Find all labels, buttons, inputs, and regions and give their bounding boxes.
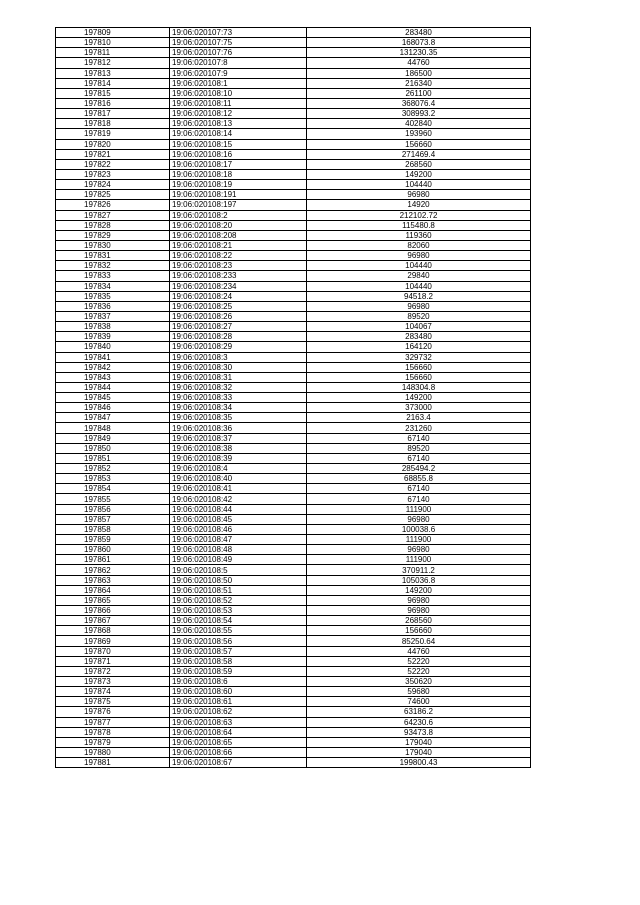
- row-number-cell: 197842: [56, 362, 170, 372]
- cadastral-number-cell: 19:06:020108:11: [170, 98, 307, 108]
- row-number-cell: 197831: [56, 251, 170, 261]
- row-number-cell: 197822: [56, 159, 170, 169]
- cadastral-number-cell: 19:06:020108:31: [170, 372, 307, 382]
- value-cell: 149200: [307, 169, 531, 179]
- table-row: [56, 311, 531, 321]
- cadastral-number-cell: 19:06:020108:25: [170, 301, 307, 311]
- cadastral-number-cell: 19:06:020108:32: [170, 382, 307, 392]
- row-number-cell: 197834: [56, 281, 170, 291]
- value-cell: 212102.72: [307, 210, 531, 220]
- cadastral-number-cell: 19:06:020108:33: [170, 393, 307, 403]
- cadastral-number-cell: 19:06:020108:63: [170, 717, 307, 727]
- row-number-cell: 197815: [56, 88, 170, 98]
- value-cell: 68855.8: [307, 474, 531, 484]
- cadastral-number-cell: 19:06:020108:52: [170, 595, 307, 605]
- row-number-cell: 197849: [56, 433, 170, 443]
- row-number-cell: 197851: [56, 453, 170, 463]
- value-cell: 94518.2: [307, 291, 531, 301]
- table-row: [56, 616, 531, 626]
- table-row: [56, 230, 531, 240]
- value-cell: 111900: [307, 504, 531, 514]
- cadastral-number-cell: 19:06:020108:16: [170, 149, 307, 159]
- cadastral-number-cell: 19:06:020108:23: [170, 261, 307, 271]
- value-cell: 104440: [307, 180, 531, 190]
- row-number-cell: 197820: [56, 139, 170, 149]
- value-cell: 67140: [307, 433, 531, 443]
- table-row: [56, 291, 531, 301]
- table-row: [56, 595, 531, 605]
- table-row: [56, 413, 531, 423]
- table-row: [56, 393, 531, 403]
- row-number-cell: 197836: [56, 301, 170, 311]
- cadastral-number-cell: 19:06:020108:54: [170, 616, 307, 626]
- cadastral-number-cell: 19:06:020108:19: [170, 180, 307, 190]
- table-row: [56, 555, 531, 565]
- value-cell: 402840: [307, 119, 531, 129]
- cadastral-number-cell: 19:06:020108:234: [170, 281, 307, 291]
- row-number-cell: 197844: [56, 382, 170, 392]
- table-row: [56, 403, 531, 413]
- value-cell: 329732: [307, 352, 531, 362]
- value-cell: 89520: [307, 443, 531, 453]
- cadastral-number-cell: 19:06:020108:55: [170, 626, 307, 636]
- value-cell: 85250.64: [307, 636, 531, 646]
- row-number-cell: 197864: [56, 585, 170, 595]
- value-cell: 231260: [307, 423, 531, 433]
- row-number-cell: 197824: [56, 180, 170, 190]
- cadastral-number-cell: 19:06:020108:53: [170, 606, 307, 616]
- value-cell: 100038.6: [307, 524, 531, 534]
- cadastral-number-cell: 19:06:020108:65: [170, 737, 307, 747]
- table-row: [56, 504, 531, 514]
- table-row: [56, 281, 531, 291]
- value-cell: 268560: [307, 616, 531, 626]
- cadastral-number-cell: 19:06:020108:57: [170, 646, 307, 656]
- cadastral-number-cell: 19:06:020108:6: [170, 677, 307, 687]
- row-number-cell: 197848: [56, 423, 170, 433]
- value-cell: 59680: [307, 687, 531, 697]
- table-row: [56, 656, 531, 666]
- row-number-cell: 197826: [56, 200, 170, 210]
- data-table: [55, 27, 531, 768]
- table-row: [56, 159, 531, 169]
- table-row: [56, 372, 531, 382]
- cadastral-number-cell: 19:06:020108:48: [170, 545, 307, 555]
- row-number-cell: 197873: [56, 677, 170, 687]
- value-cell: 96980: [307, 545, 531, 555]
- row-number-cell: 197832: [56, 261, 170, 271]
- row-number-cell: 197813: [56, 68, 170, 78]
- table-row: [56, 88, 531, 98]
- table-row: [56, 636, 531, 646]
- cadastral-number-cell: 19:06:020108:47: [170, 535, 307, 545]
- table-row: [56, 362, 531, 372]
- row-number-cell: 197859: [56, 535, 170, 545]
- cadastral-number-cell: 19:06:020108:197: [170, 200, 307, 210]
- table-row: [56, 646, 531, 656]
- table-row: [56, 433, 531, 443]
- cadastral-number-cell: 19:06:020108:51: [170, 585, 307, 595]
- value-cell: 64230.6: [307, 717, 531, 727]
- cadastral-number-cell: 19:06:020108:56: [170, 636, 307, 646]
- row-number-cell: 197828: [56, 220, 170, 230]
- row-number-cell: 197869: [56, 636, 170, 646]
- cadastral-number-cell: 19:06:020108:26: [170, 311, 307, 321]
- value-cell: 370911.2: [307, 565, 531, 575]
- row-number-cell: 197812: [56, 58, 170, 68]
- value-cell: 283480: [307, 332, 531, 342]
- table-row: [56, 78, 531, 88]
- cadastral-number-cell: 19:06:020108:17: [170, 159, 307, 169]
- row-number-cell: 197837: [56, 311, 170, 321]
- value-cell: 89520: [307, 311, 531, 321]
- table-row: [56, 98, 531, 108]
- value-cell: 111900: [307, 555, 531, 565]
- value-cell: 156660: [307, 139, 531, 149]
- cadastral-number-cell: 19:06:020108:66: [170, 747, 307, 757]
- row-number-cell: 197878: [56, 727, 170, 737]
- cadastral-number-cell: 19:06:020108:191: [170, 190, 307, 200]
- value-cell: 74600: [307, 697, 531, 707]
- table-row: [56, 190, 531, 200]
- value-cell: 156660: [307, 626, 531, 636]
- value-cell: 271469.4: [307, 149, 531, 159]
- value-cell: 350620: [307, 677, 531, 687]
- cadastral-number-cell: 19:06:020108:46: [170, 524, 307, 534]
- cadastral-number-cell: 19:06:020108:36: [170, 423, 307, 433]
- value-cell: 115480.8: [307, 220, 531, 230]
- value-cell: 268560: [307, 159, 531, 169]
- table-row: [56, 240, 531, 250]
- cadastral-number-cell: 19:06:020108:64: [170, 727, 307, 737]
- value-cell: 104440: [307, 281, 531, 291]
- table-row: [56, 697, 531, 707]
- value-cell: 149200: [307, 393, 531, 403]
- table-row: [56, 119, 531, 129]
- cadastral-number-cell: 19:06:020108:15: [170, 139, 307, 149]
- value-cell: 67140: [307, 484, 531, 494]
- cadastral-number-cell: 19:06:020107:76: [170, 48, 307, 58]
- value-cell: 283480: [307, 28, 531, 38]
- row-number-cell: 197810: [56, 38, 170, 48]
- cadastral-number-cell: 19:06:020107:8: [170, 58, 307, 68]
- row-number-cell: 197867: [56, 616, 170, 626]
- cadastral-number-cell: 19:06:020108:40: [170, 474, 307, 484]
- table-row: [56, 464, 531, 474]
- table-row: [56, 585, 531, 595]
- value-cell: 104067: [307, 322, 531, 332]
- table-row: [56, 271, 531, 281]
- row-number-cell: 197866: [56, 606, 170, 616]
- row-number-cell: 197868: [56, 626, 170, 636]
- cadastral-number-cell: 19:06:020108:28: [170, 332, 307, 342]
- table-row: [56, 68, 531, 78]
- table-row: [56, 677, 531, 687]
- table-row: [56, 48, 531, 58]
- row-number-cell: 197839: [56, 332, 170, 342]
- value-cell: 96980: [307, 251, 531, 261]
- table-row: [56, 332, 531, 342]
- cadastral-number-cell: 19:06:020108:208: [170, 230, 307, 240]
- cadastral-number-cell: 19:06:020108:233: [170, 271, 307, 281]
- value-cell: 67140: [307, 453, 531, 463]
- table-row: [56, 524, 531, 534]
- value-cell: 52220: [307, 656, 531, 666]
- cadastral-number-cell: 19:06:020108:37: [170, 433, 307, 443]
- row-number-cell: 197852: [56, 464, 170, 474]
- value-cell: 193960: [307, 129, 531, 139]
- table-row: [56, 443, 531, 453]
- row-number-cell: 197846: [56, 403, 170, 413]
- table-row: [56, 129, 531, 139]
- row-number-cell: 197811: [56, 48, 170, 58]
- row-number-cell: 197872: [56, 666, 170, 676]
- cadastral-number-cell: 19:06:020108:62: [170, 707, 307, 717]
- table-row: [56, 58, 531, 68]
- row-number-cell: 197818: [56, 119, 170, 129]
- cadastral-number-cell: 19:06:020108:21: [170, 240, 307, 250]
- row-number-cell: 197862: [56, 565, 170, 575]
- row-number-cell: 197881: [56, 758, 170, 768]
- cadastral-number-cell: 19:06:020108:38: [170, 443, 307, 453]
- row-number-cell: 197863: [56, 575, 170, 585]
- cadastral-number-cell: 19:06:020107:75: [170, 38, 307, 48]
- cadastral-number-cell: 19:06:020108:3: [170, 352, 307, 362]
- row-number-cell: 197821: [56, 149, 170, 159]
- table-row: [56, 149, 531, 159]
- cadastral-number-cell: 19:06:020108:1: [170, 78, 307, 88]
- value-cell: 96980: [307, 190, 531, 200]
- table-row: [56, 707, 531, 717]
- value-cell: 148304.8: [307, 382, 531, 392]
- value-cell: 156660: [307, 372, 531, 382]
- value-cell: 261100: [307, 88, 531, 98]
- row-number-cell: 197817: [56, 109, 170, 119]
- value-cell: 63186.2: [307, 707, 531, 717]
- table-row: [56, 322, 531, 332]
- cadastral-number-cell: 19:06:020108:27: [170, 322, 307, 332]
- value-cell: 96980: [307, 514, 531, 524]
- table-row: [56, 301, 531, 311]
- table-row: [56, 535, 531, 545]
- cadastral-number-cell: 19:06:020108:30: [170, 362, 307, 372]
- table-row: [56, 251, 531, 261]
- row-number-cell: 197850: [56, 443, 170, 453]
- row-number-cell: 197835: [56, 291, 170, 301]
- row-number-cell: 197841: [56, 352, 170, 362]
- cadastral-number-cell: 19:06:020108:58: [170, 656, 307, 666]
- row-number-cell: 197833: [56, 271, 170, 281]
- value-cell: 105036.8: [307, 575, 531, 585]
- cadastral-number-cell: 19:06:020108:49: [170, 555, 307, 565]
- row-number-cell: 197825: [56, 190, 170, 200]
- table-row: [56, 453, 531, 463]
- table-row: [56, 382, 531, 392]
- cadastral-number-cell: 19:06:020108:20: [170, 220, 307, 230]
- value-cell: 2163.4: [307, 413, 531, 423]
- table-row: [56, 200, 531, 210]
- value-cell: 308993.2: [307, 109, 531, 119]
- row-number-cell: 197814: [56, 78, 170, 88]
- cadastral-number-cell: 19:06:020108:44: [170, 504, 307, 514]
- cadastral-number-cell: 19:06:020108:59: [170, 666, 307, 676]
- table-row: [56, 727, 531, 737]
- table-row: [56, 758, 531, 768]
- value-cell: 179040: [307, 737, 531, 747]
- row-number-cell: 197830: [56, 240, 170, 250]
- value-cell: 131230.35: [307, 48, 531, 58]
- row-number-cell: 197874: [56, 687, 170, 697]
- value-cell: 179040: [307, 747, 531, 757]
- table-row: [56, 38, 531, 48]
- cadastral-number-cell: 19:06:020108:18: [170, 169, 307, 179]
- cadastral-number-cell: 19:06:020108:12: [170, 109, 307, 119]
- table-row: [56, 342, 531, 352]
- row-number-cell: 197875: [56, 697, 170, 707]
- value-cell: 44760: [307, 646, 531, 656]
- row-number-cell: 197853: [56, 474, 170, 484]
- cadastral-number-cell: 19:06:020108:34: [170, 403, 307, 413]
- value-cell: 168073.8: [307, 38, 531, 48]
- value-cell: 96980: [307, 595, 531, 605]
- value-cell: 111900: [307, 535, 531, 545]
- table-row: [56, 474, 531, 484]
- cadastral-number-cell: 19:06:020108:4: [170, 464, 307, 474]
- row-number-cell: 197823: [56, 169, 170, 179]
- value-cell: 199800.43: [307, 758, 531, 768]
- cadastral-number-cell: 19:06:020108:14: [170, 129, 307, 139]
- row-number-cell: 197816: [56, 98, 170, 108]
- value-cell: 119360: [307, 230, 531, 240]
- cadastral-number-cell: 19:06:020108:13: [170, 119, 307, 129]
- row-number-cell: 197856: [56, 504, 170, 514]
- table-row: [56, 261, 531, 271]
- value-cell: 149200: [307, 585, 531, 595]
- cadastral-number-cell: 19:06:020107:73: [170, 28, 307, 38]
- value-cell: 285494.2: [307, 464, 531, 474]
- table-row: [56, 169, 531, 179]
- row-number-cell: 197827: [56, 210, 170, 220]
- value-cell: 96980: [307, 301, 531, 311]
- value-cell: 368076.4: [307, 98, 531, 108]
- table-row: [56, 109, 531, 119]
- table-row: [56, 626, 531, 636]
- row-number-cell: 197860: [56, 545, 170, 555]
- row-number-cell: 197855: [56, 494, 170, 504]
- row-number-cell: 197843: [56, 372, 170, 382]
- row-number-cell: 197845: [56, 393, 170, 403]
- table-row: [56, 423, 531, 433]
- cadastral-number-cell: 19:06:020108:24: [170, 291, 307, 301]
- table-row: [56, 747, 531, 757]
- table-row: [56, 220, 531, 230]
- cadastral-number-cell: 19:06:020108:2: [170, 210, 307, 220]
- row-number-cell: 197871: [56, 656, 170, 666]
- value-cell: 29840: [307, 271, 531, 281]
- row-number-cell: 197809: [56, 28, 170, 38]
- row-number-cell: 197877: [56, 717, 170, 727]
- value-cell: 44760: [307, 58, 531, 68]
- row-number-cell: 197880: [56, 747, 170, 757]
- table-row: [56, 575, 531, 585]
- cadastral-number-cell: 19:06:020108:42: [170, 494, 307, 504]
- table-row: [56, 210, 531, 220]
- table-row: [56, 606, 531, 616]
- table-row: [56, 666, 531, 676]
- table-row: [56, 737, 531, 747]
- cadastral-number-cell: 19:06:020108:22: [170, 251, 307, 261]
- value-cell: 93473.8: [307, 727, 531, 737]
- row-number-cell: 197858: [56, 524, 170, 534]
- row-number-cell: 197854: [56, 484, 170, 494]
- value-cell: 96980: [307, 606, 531, 616]
- value-cell: 186500: [307, 68, 531, 78]
- row-number-cell: 197838: [56, 322, 170, 332]
- cadastral-number-cell: 19:06:020108:45: [170, 514, 307, 524]
- row-number-cell: 197861: [56, 555, 170, 565]
- table-row: [56, 717, 531, 727]
- value-cell: 82060: [307, 240, 531, 250]
- cadastral-number-cell: 19:06:020108:67: [170, 758, 307, 768]
- table-row: [56, 352, 531, 362]
- row-number-cell: 197879: [56, 737, 170, 747]
- table-body: [56, 28, 531, 768]
- cadastral-number-cell: 19:06:020108:50: [170, 575, 307, 585]
- value-cell: 14920: [307, 200, 531, 210]
- table-row: [56, 494, 531, 504]
- cadastral-number-cell: 19:06:020108:29: [170, 342, 307, 352]
- row-number-cell: 197829: [56, 230, 170, 240]
- value-cell: 67140: [307, 494, 531, 504]
- table-row: [56, 565, 531, 575]
- row-number-cell: 197857: [56, 514, 170, 524]
- row-number-cell: 197876: [56, 707, 170, 717]
- cadastral-number-cell: 19:06:020108:39: [170, 453, 307, 463]
- value-cell: 156660: [307, 362, 531, 372]
- value-cell: 216340: [307, 78, 531, 88]
- cadastral-number-cell: 19:06:020108:10: [170, 88, 307, 98]
- value-cell: 164120: [307, 342, 531, 352]
- cadastral-number-cell: 19:06:020108:61: [170, 697, 307, 707]
- cadastral-number-cell: 19:06:020108:35: [170, 413, 307, 423]
- row-number-cell: 197865: [56, 595, 170, 605]
- table-row: [56, 484, 531, 494]
- value-cell: 104440: [307, 261, 531, 271]
- value-cell: 373000: [307, 403, 531, 413]
- cadastral-number-cell: 19:06:020107:9: [170, 68, 307, 78]
- row-number-cell: 197870: [56, 646, 170, 656]
- table-row: [56, 687, 531, 697]
- cadastral-number-cell: 19:06:020108:5: [170, 565, 307, 575]
- table-row: [56, 180, 531, 190]
- table-row: [56, 545, 531, 555]
- table-row: [56, 139, 531, 149]
- value-cell: 52220: [307, 666, 531, 676]
- row-number-cell: 197840: [56, 342, 170, 352]
- table-row: [56, 28, 531, 38]
- cadastral-number-cell: 19:06:020108:41: [170, 484, 307, 494]
- table-row: [56, 514, 531, 524]
- cadastral-number-cell: 19:06:020108:60: [170, 687, 307, 697]
- row-number-cell: 197847: [56, 413, 170, 423]
- row-number-cell: 197819: [56, 129, 170, 139]
